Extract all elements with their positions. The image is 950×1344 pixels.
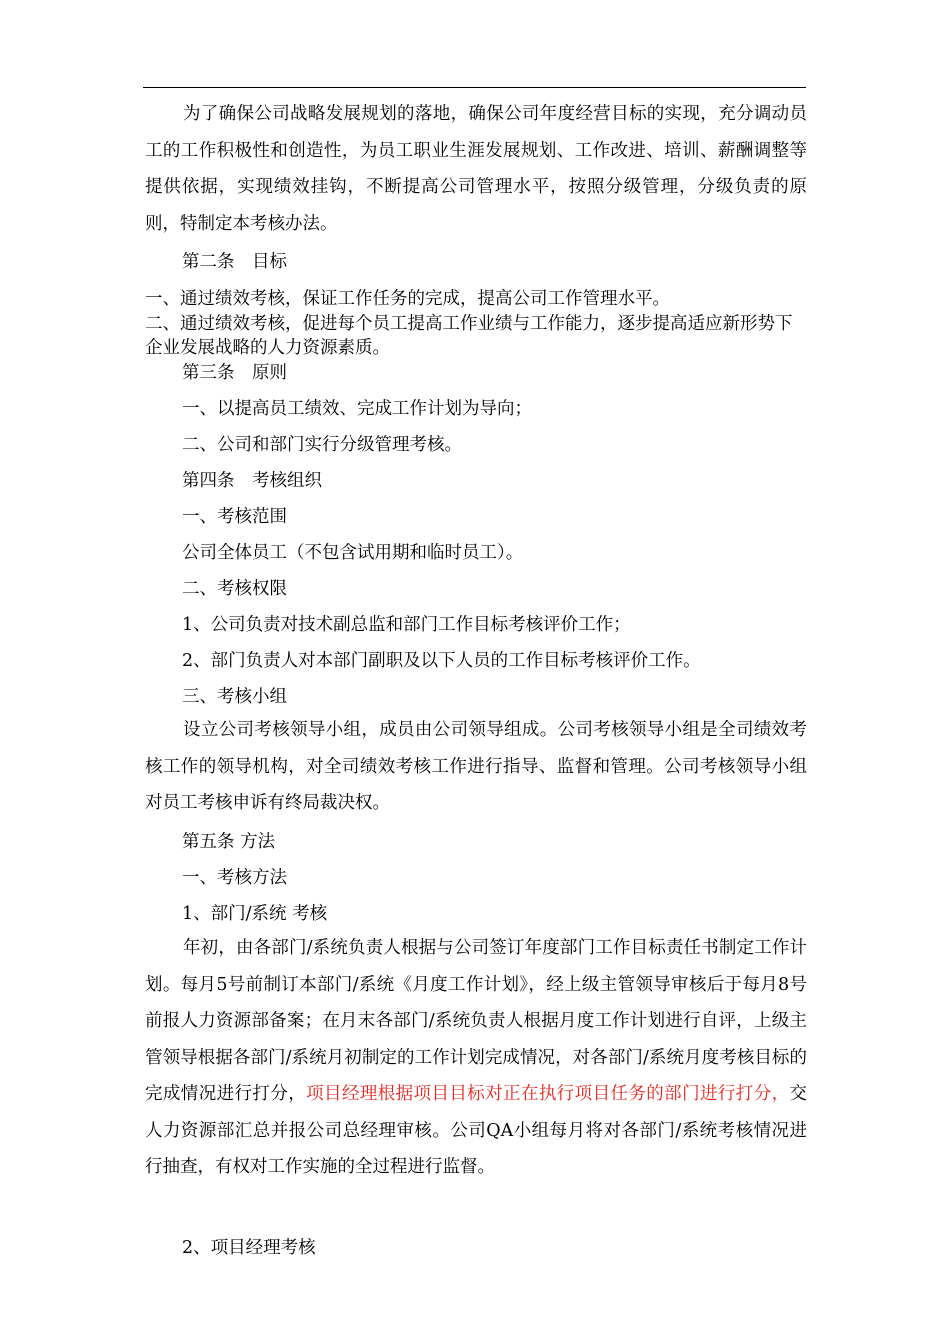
authority-title: 二、考核权限	[182, 579, 287, 599]
department-assessment-text-b: 交人力资源部汇总并报公司总经理审核。公司QA小组每月将对各部门/系统考核情况进行抽查，有权对工作实施的全过程进行监督。	[145, 1084, 807, 1177]
intro-paragraph: 为了确保公司战略发展规划的落地，确保公司年度经营目标的实现，充分调动员工的工作积极性和创造性，为员工职业生涯发展规划、工作改进、培训、薪酬调整等提供依据，实现绩效挂钩，不断提高公司管理水平，按照分级管理，分级负责的原则，特制定本考核办法。	[145, 104, 807, 234]
article-2-item-2: 二、通过绩效考核，促进每个员工提高工作业绩与工作能力，逐步提高适应新形势下企业发展战略的人力资源素质。	[145, 314, 793, 358]
article-3-heading: 第三条 原则	[182, 363, 287, 383]
department-assessment-paragraph	[145, 930, 807, 1186]
project-manager-assessment-title: 2、项目经理考核	[182, 1238, 316, 1258]
department-assessment-text-a: 年初，由各部门/系统负责人根据与公司签订年度部门工作目标责任书制定工作计划。每月5号前制订本部门/系统《月度工作计划》，经上级主管领导审核后于每月8号前报人力资源部备案；在月末各部门/系统负责人根据月度工作计划进行自评，上级主管领导根据各部门/系统月初制定的工作计划完成情况，对各部门/系统月度考核目标的完成情况进行打分，	[145, 938, 807, 1104]
article-2-item-1: 一、通过绩效考核，保证工作任务的完成，提高公司工作管理水平。	[145, 289, 670, 309]
group-title: 三、考核小组	[182, 687, 287, 707]
article-3-item-2: 二、公司和部门实行分级管理考核。	[182, 435, 462, 455]
authority-item-1: 1、公司负责对技术副总监和部门工作目标考核评价工作；	[182, 615, 631, 635]
authority-item-2: 2、部门负责人对本部门副职及以下人员的工作目标考核评价工作。	[182, 651, 701, 671]
department-assessment-title: 1、部门/系统 考核	[182, 904, 328, 924]
group-paragraph: 设立公司考核领导小组，成员由公司领导组成。公司考核领导小组是全司绩效考核工作的领导机构，对全司绩效考核工作进行指导、监督和管理。公司考核领导小组对员工考核申诉有终局裁决权。	[145, 720, 807, 813]
article-2-heading: 第二条 目标	[182, 252, 287, 272]
method-title: 一、考核方法	[182, 868, 287, 888]
header-rule	[143, 87, 806, 88]
highlighted-project-manager-text: 项目经理根据项目目标对正在执行项目任务的部门进行打分，	[306, 1084, 790, 1104]
scope-text: 公司全体员工（不包含试用期和临时员工）。	[182, 543, 524, 563]
scope-title: 一、考核范围	[182, 507, 287, 527]
article-3-item-1: 一、以提高员工绩效、完成工作计划为导向；	[182, 399, 532, 419]
article-5-heading: 第五条 方法	[182, 832, 276, 852]
article-4-heading: 第四条 考核组织	[182, 471, 322, 491]
